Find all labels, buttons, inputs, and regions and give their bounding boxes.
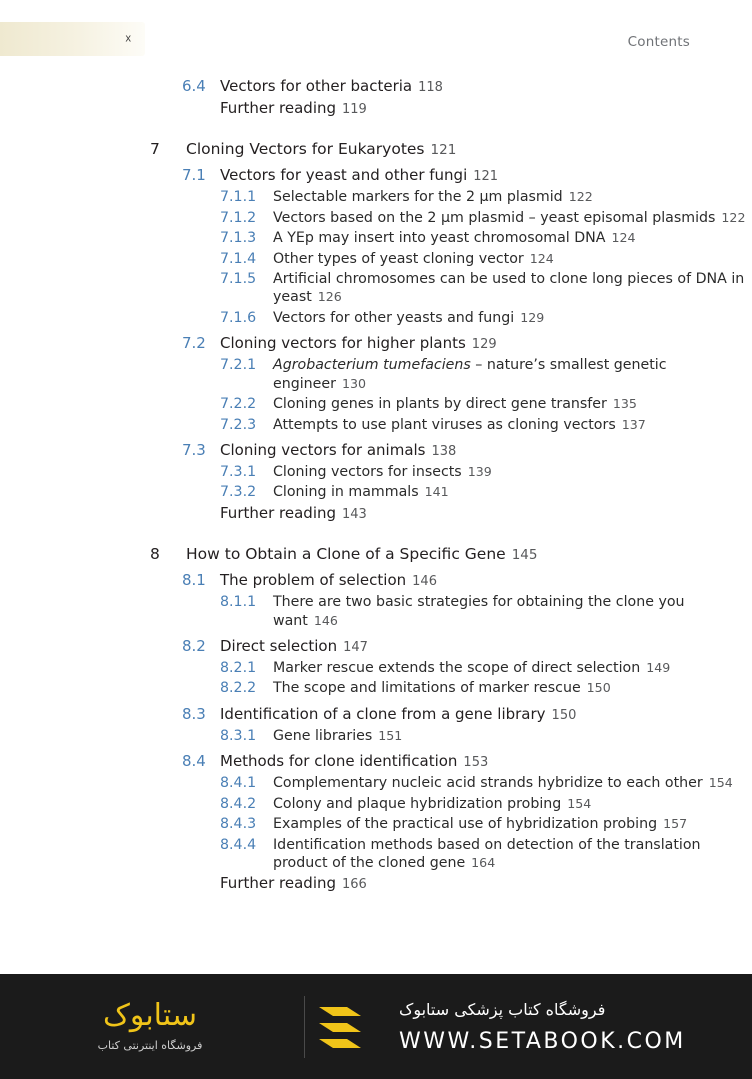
toc-entry-page: 138	[431, 444, 457, 460]
toc-entry-title: A YEp may insert into yeast chromosomal DNA 124	[273, 230, 636, 247]
toc-entry[interactable]	[0, 334, 752, 354]
toc-entry[interactable]	[0, 139, 752, 160]
toc-entry-number: 7.3	[182, 441, 206, 460]
toc-entry-number: 7.2.3	[220, 416, 257, 433]
toc-entry-title-italic: Agrobacterium tumefaciens	[273, 357, 471, 374]
toc-entry-page: 146	[412, 574, 437, 590]
toc-entry[interactable]	[0, 593, 752, 630]
toc-entry[interactable]	[0, 77, 752, 97]
toc-entry-number: 8	[150, 544, 160, 563]
toc-entry-title: Methods for clone identification 153	[220, 752, 489, 771]
toc-entry[interactable]	[0, 356, 752, 393]
toc-entry[interactable]	[0, 571, 752, 591]
toc-entry-page: 145	[511, 546, 538, 563]
toc-entry-page: 121	[473, 169, 499, 185]
toc-entry-page: 129	[471, 337, 497, 353]
toc-entry-page: 154	[708, 775, 733, 791]
brand-name: ستابوک	[102, 998, 198, 1033]
toc-entry-title: Identification methods based on detection of the translation product of the cloned gene 164	[273, 836, 701, 871]
toc-entry[interactable]	[0, 544, 752, 565]
toc-entry[interactable]	[0, 395, 752, 413]
toc-entry-title: Vectors for other yeasts and fungi 129	[273, 309, 545, 326]
toc-entry-title: Vectors for other bacteria 118	[220, 77, 443, 95]
toc-entry-title: Further reading 166	[220, 874, 367, 893]
toc-entry-title: Agrobacterium tumefaciens – nature’s smallest genetic engineer 130	[273, 357, 667, 392]
toc-entry-number: 7.2.2	[220, 396, 257, 413]
toc-entry-title: Direct selection 147	[220, 637, 368, 656]
toc-entry-page: 154	[567, 795, 592, 811]
logo-mark	[309, 1003, 371, 1051]
toc-entry-title: Cloning vectors for animals 138	[220, 441, 457, 460]
toc-entry[interactable]	[0, 441, 752, 461]
toc-entry-number: 8.1.1	[220, 594, 257, 611]
toc-entry[interactable]	[0, 416, 752, 434]
toc-entry-number: 8.4.3	[220, 816, 257, 833]
footer-divider	[304, 996, 305, 1058]
toc-entry-title: Gene libraries 151	[273, 727, 403, 744]
toc-entry-page: 149	[646, 660, 671, 676]
toc-entry[interactable]	[0, 250, 752, 268]
toc-entry-number: 7.1.4	[220, 250, 257, 267]
toc-entry-title: Vectors for yeast and other fungi 121	[220, 166, 499, 185]
close-icon[interactable]: x	[125, 32, 131, 45]
toc-entry-number: 8.2	[182, 637, 206, 656]
toc-entry-page: 150	[586, 680, 611, 696]
toc-entry[interactable]	[0, 727, 752, 745]
toc-entry-page: 164	[471, 854, 496, 870]
toc-entry-number: 7.3.1	[220, 463, 257, 480]
toc-entry-number: 7.1.1	[220, 189, 257, 206]
toc-entry-title: Other types of yeast cloning vector 124	[273, 250, 554, 267]
toc-entry-title: Artificial chromosomes can be used to clone long pieces of DNA in yeast 126	[273, 271, 745, 306]
toc-entry[interactable]	[0, 209, 752, 227]
toc-entry[interactable]	[0, 99, 752, 119]
footer-tagline: فروشگاه کتاب پزشکی ستابوک	[399, 999, 606, 1019]
toc-entry[interactable]	[0, 504, 752, 524]
toc-entry-number: 7.2.1	[220, 357, 257, 374]
toc-entry-number: 7.3.2	[220, 484, 257, 501]
toc-entry[interactable]	[0, 795, 752, 813]
toc-entry-page: 119	[342, 101, 367, 117]
toc-entry-number: 7.1.2	[220, 209, 257, 226]
toc-entry-page: 122	[568, 189, 593, 205]
toc-entry-title: Marker rescue extends the scope of direct selection 149	[273, 660, 671, 677]
toc-entry[interactable]	[0, 188, 752, 206]
toc-entry-title: Attempts to use plant viruses as cloning vectors 137	[273, 416, 646, 433]
toc-entry[interactable]	[0, 874, 752, 894]
toc-entry-number: 8.3	[182, 704, 206, 723]
toc-entry[interactable]	[0, 679, 752, 697]
footer-text	[371, 1000, 752, 1054]
toc-entry[interactable]	[0, 463, 752, 481]
toc-entry[interactable]	[0, 637, 752, 657]
toc-entry-page: 121	[430, 141, 457, 158]
toc-entry-page: 118	[418, 80, 443, 95]
corner-tab[interactable]	[0, 22, 145, 56]
toc-entry-title: Cloning vectors for higher plants 129	[220, 334, 497, 353]
toc-entry[interactable]	[0, 270, 752, 307]
toc-entry-title: Cloning Vectors for Eukaryotes 121	[186, 139, 457, 158]
toc-entry[interactable]	[0, 705, 752, 725]
toc-entry-page: 153	[463, 755, 489, 771]
toc-entry-title: Vectors based on the 2 µm plasmid – yeast episomal plasmids 122	[273, 209, 746, 226]
toc-entry-title: How to Obtain a Clone of a Specific Gene 145	[186, 544, 538, 563]
toc-entry-number: 8.4.1	[220, 775, 257, 792]
toc-entry-number: 7.1	[182, 166, 206, 185]
toc-entry-page: 147	[343, 640, 368, 656]
toc-entry-title: Cloning genes in plants by direct gene transfer 135	[273, 396, 637, 413]
toc-entry-title: Identification of a clone from a gene library 150	[220, 704, 577, 723]
toc-entry-page: 122	[721, 209, 746, 225]
toc-entry-page: 146	[313, 612, 338, 628]
toc-entry-page: 124	[611, 230, 636, 246]
toc-entry-title: Selectable markers for the 2 µm plasmid 122	[273, 189, 593, 206]
toc-entry[interactable]	[0, 774, 752, 792]
toc-entry-title: Examples of the practical use of hybridization probing 157	[273, 816, 688, 833]
toc-entry-page: 150	[551, 707, 577, 723]
toc-entry-number: 8.4.2	[220, 795, 257, 812]
toc-entry-title: Cloning vectors for insects 139	[273, 463, 492, 480]
toc-entry-page: 157	[663, 816, 688, 832]
toc-entry-number: 8.2.2	[220, 680, 257, 697]
toc-entry-number: 7.1.3	[220, 230, 257, 247]
toc-entry-title: The problem of selection 146	[220, 571, 437, 590]
toc-entry[interactable]	[0, 659, 752, 677]
toc-entry-page: 151	[378, 727, 403, 743]
toc-entry-number: 7.1.5	[220, 271, 257, 288]
toc-entry[interactable]	[0, 229, 752, 247]
brand-subtitle: فروشگاه اینترنتی کتاب	[97, 1039, 203, 1052]
table-of-contents	[0, 70, 752, 894]
toc-entry[interactable]	[0, 752, 752, 772]
toc-entry-number: 7.1.6	[220, 309, 257, 326]
toc-entry-title: Further reading 143	[220, 503, 367, 522]
toc-entry-page: 141	[424, 484, 449, 500]
toc-entry[interactable]	[0, 166, 752, 186]
toc-entry[interactable]	[0, 836, 752, 873]
toc-entry-number: 8.4	[182, 752, 206, 771]
toc-entry-title: Cloning in mammals 141	[273, 484, 449, 501]
toc-entry-page: 135	[612, 396, 637, 412]
toc-entry-page: 137	[621, 416, 646, 432]
footer-url[interactable]: WWW.SETABOOK.COM	[399, 1028, 686, 1054]
toc-entry-number: 6.4	[182, 77, 206, 95]
toc-entry-page: 139	[467, 463, 492, 479]
toc-entry-title: Colony and plaque hybridization probing 154	[273, 795, 592, 812]
toc-entry-number: 8.3.1	[220, 727, 257, 744]
toc-entry-title: Complementary nucleic acid strands hybridize to each other 154	[273, 775, 733, 792]
toc-entry-number: 7.2	[182, 334, 206, 353]
toc-entry-page: 129	[520, 309, 545, 325]
toc-entry-page: 124	[529, 250, 554, 266]
footer-brand	[0, 998, 300, 1052]
toc-entry-number: 8.2.1	[220, 660, 257, 677]
toc-entry-page: 166	[342, 877, 367, 893]
toc-entry[interactable]	[0, 309, 752, 327]
toc-entry[interactable]	[0, 483, 752, 501]
toc-entry[interactable]	[0, 815, 752, 833]
toc-entry-page: 143	[342, 506, 367, 522]
toc-entry-page: 130	[341, 375, 366, 391]
toc-entry-page: 126	[317, 289, 342, 305]
footer-banner	[0, 974, 752, 1079]
running-head: Contents	[627, 34, 690, 50]
toc-entry-number: 8.4.4	[220, 836, 257, 853]
toc-entry-number: 8.1	[182, 571, 206, 590]
toc-entry-number: 7	[150, 139, 160, 158]
page-header	[0, 0, 752, 70]
toc-entry-title: Further reading 119	[220, 98, 367, 117]
toc-entry-title: There are two basic strategies for obtaining the clone you want 146	[273, 594, 685, 629]
toc-entry-title: The scope and limitations of marker rescue 150	[273, 680, 611, 697]
